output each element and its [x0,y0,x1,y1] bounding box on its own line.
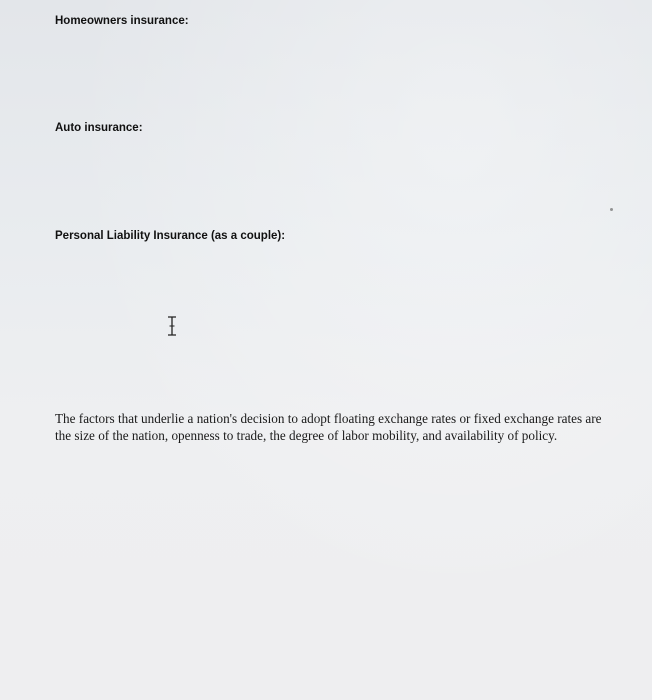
homeowners-insurance-heading: Homeowners insurance: [55,15,189,27]
personal-liability-insurance-heading: Personal Liability Insurance (as a couple): [55,230,286,242]
auto-insurance-heading: Auto insurance: [55,122,143,134]
i-beam-cursor-icon [166,316,178,336]
stray-mark [610,208,613,211]
exchange-rate-paragraph[interactable]: The factors that underlie a nation's decision to adopt floating exchange rates or fixed exchange rates are the size of the nation, openness to trade, the degree of labor mobility, and availability of policy. [55,411,602,443]
